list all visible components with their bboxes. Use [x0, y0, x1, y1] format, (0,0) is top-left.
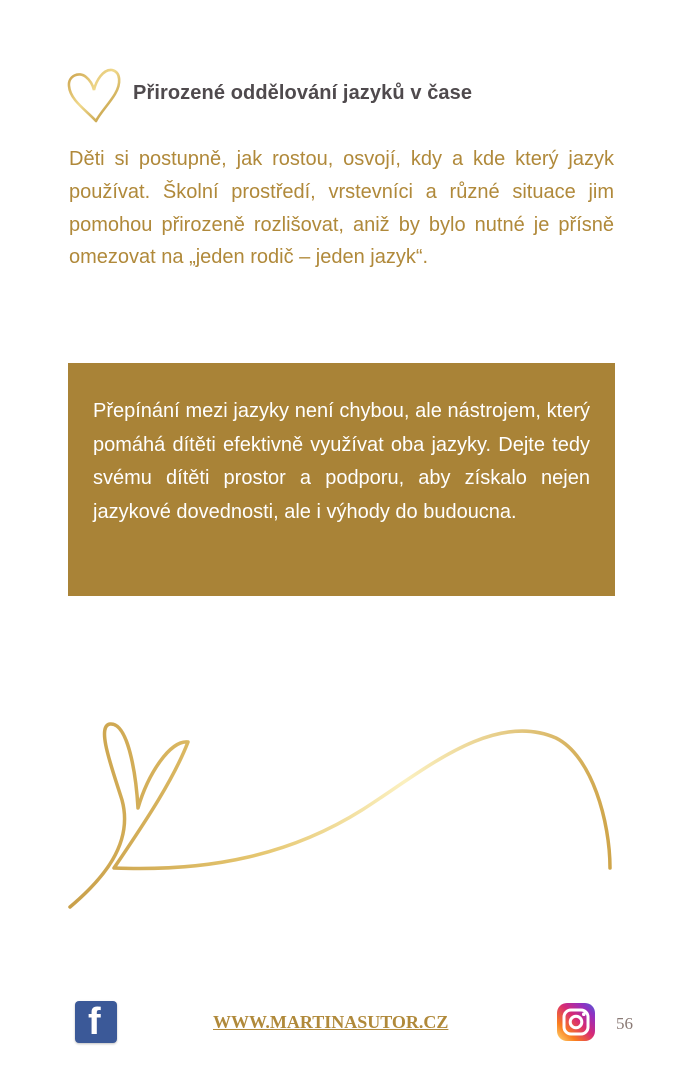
intro-paragraph: Děti si postupně, jak rostou, osvojí, kdy a kde který jazyk používat. Školní prostředí, vrstevníci a různé situace jim pomohou přirozeně rozlišovat, aniž by bylo nutné je přísně omezovat na „jeden rodič – jeden jazyk“.: [69, 148, 614, 269]
gold-heart-icon: [66, 66, 124, 124]
page-number: 56: [616, 1014, 633, 1033]
callout-text: Přepínání mezi jazyky není chybou, ale nástrojem, který pomáhá dítěti efektivně využívat oba jazyky. Dejte tedy svému dítěti prostor a podporu, aby získalo nejen jazykové dovednosti, ale i výhody do budoucna.: [93, 400, 590, 523]
instagram-icon[interactable]: [556, 1002, 596, 1042]
facebook-icon[interactable]: [75, 1001, 117, 1043]
section-heading: [66, 66, 626, 126]
facebook-glyph: f: [88, 1001, 101, 1043]
website-link[interactable]: WWW.MARTINASUTOR.CZ: [213, 1012, 449, 1032]
heart-flourish-icon: [62, 716, 622, 916]
section-title: Přirozené oddělování jazyků v čase: [133, 82, 473, 104]
callout-box: [68, 363, 615, 596]
